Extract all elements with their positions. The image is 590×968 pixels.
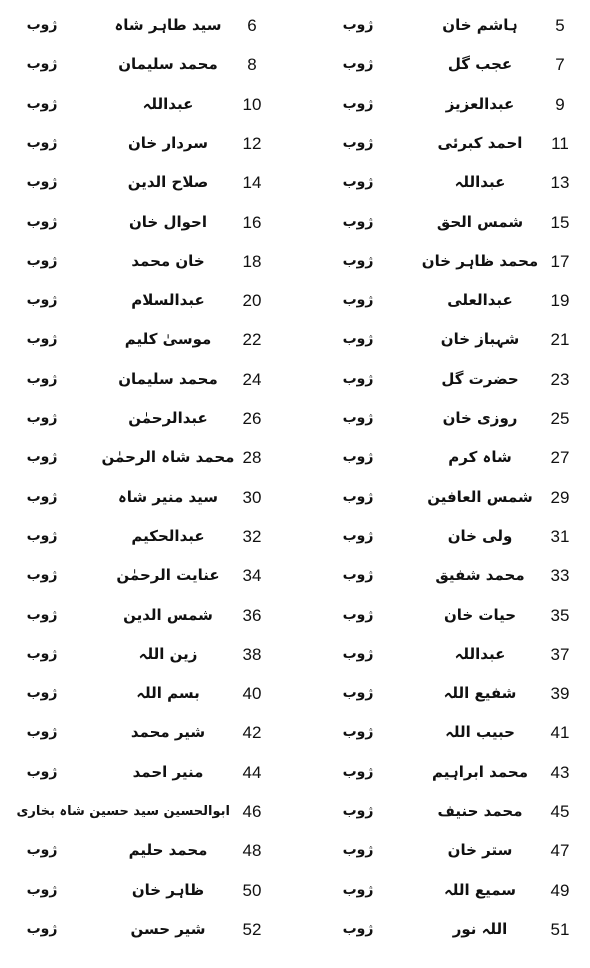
entry-location: ژوب xyxy=(342,803,374,819)
entry-name: ابوالحسین سید حسین شاہ بخاری xyxy=(16,804,230,819)
entry-number: 10 xyxy=(242,94,262,114)
entry-location: ژوب xyxy=(26,724,58,741)
entry-name: ظاہر خان xyxy=(131,880,205,899)
entry-name: احمد کبرئی xyxy=(437,133,523,152)
entry-number: 37 xyxy=(550,644,570,664)
entry-location: ژوب xyxy=(26,881,58,898)
entry-name: شیر حسن xyxy=(130,919,206,938)
entry-location: ژوب xyxy=(26,842,58,859)
entry-number: 42 xyxy=(242,723,262,743)
entry-location: ژوب xyxy=(26,56,58,73)
entry-location: ژوب xyxy=(26,331,58,348)
entry-location: ژوب xyxy=(342,881,374,898)
entry-number: 43 xyxy=(550,762,570,782)
entry-location: ژوب xyxy=(342,763,374,780)
entry-location: ژوب xyxy=(26,134,58,151)
entry-location: ژوب xyxy=(342,685,374,702)
entry-location: ژوب xyxy=(26,252,58,269)
entry-number: 38 xyxy=(242,644,262,664)
entry-name: شاہ کرم xyxy=(448,448,512,467)
entry-number: 14 xyxy=(242,173,262,193)
entry-name: عبدالرحمٰن xyxy=(128,409,208,427)
entry-location: ژوب xyxy=(342,842,374,859)
entry-location: ژوب xyxy=(342,252,374,269)
entry-location: ژوب xyxy=(342,292,374,309)
entry-location: ژوب xyxy=(342,606,374,623)
entry-number: 29 xyxy=(550,487,570,507)
entry-name: عجب گل xyxy=(447,55,513,74)
entry-number: 18 xyxy=(242,251,262,271)
entry-name: سید منیر شاہ xyxy=(117,487,219,506)
entry-location: ژوب xyxy=(26,17,58,33)
list-row xyxy=(0,281,590,320)
entry-name: محمد شفیق xyxy=(435,566,525,585)
entry-name: روزی خان xyxy=(442,409,518,427)
entry-location: ژوب xyxy=(26,920,58,937)
list-row xyxy=(0,753,590,792)
entry-name: عبدالعلی xyxy=(447,291,513,310)
entry-location: ژوب xyxy=(26,763,58,780)
entry-name: عبداللہ xyxy=(454,644,506,663)
entry-number: 34 xyxy=(242,566,262,586)
entry-number: 44 xyxy=(242,762,262,782)
list-row xyxy=(0,713,590,752)
entry-location: ژوب xyxy=(342,410,374,426)
entry-name: سید طاہر شاہ xyxy=(114,16,222,34)
entry-number: 5 xyxy=(555,16,565,35)
entry-name: شیر محمد xyxy=(130,723,206,742)
entry-number: 24 xyxy=(242,369,262,389)
entry-location: ژوب xyxy=(26,488,58,505)
entry-number: 26 xyxy=(242,409,262,428)
entry-location: ژوب xyxy=(342,17,374,33)
entry-name: صلاح الدین xyxy=(127,173,209,192)
entry-name: سمیع اللہ xyxy=(443,880,517,899)
entry-location: ژوب xyxy=(26,567,58,584)
list-row xyxy=(0,85,590,124)
entry-location: ژوب xyxy=(342,645,374,662)
entry-number: 23 xyxy=(550,369,570,389)
entry-location: ژوب xyxy=(342,527,374,544)
entry-number: 46 xyxy=(242,802,262,821)
entry-number: 12 xyxy=(242,133,262,153)
list-row xyxy=(0,6,590,45)
entry-location: ژوب xyxy=(26,606,58,623)
entry-location: ژوب xyxy=(26,95,58,112)
entry-name: حضرت گل xyxy=(441,369,519,388)
entry-name: ہاشم خان xyxy=(442,16,518,34)
list-row xyxy=(0,910,590,949)
entry-number: 15 xyxy=(550,212,570,232)
list-row xyxy=(0,163,590,202)
entry-number: 13 xyxy=(550,173,570,193)
entry-location: ژوب xyxy=(342,567,374,584)
entry-location: ژوب xyxy=(342,449,374,466)
entry-number: 49 xyxy=(550,880,570,900)
list-row xyxy=(0,674,590,713)
entry-location: ژوب xyxy=(26,410,58,426)
entry-number: 25 xyxy=(550,409,570,428)
entry-number: 16 xyxy=(242,212,262,232)
entry-name: ستر خان xyxy=(447,841,513,860)
entry-number: 40 xyxy=(242,684,262,704)
entry-number: 27 xyxy=(550,448,570,468)
entry-name: محمد ظاہر خان xyxy=(421,251,539,270)
entry-name: محمد سلیمان xyxy=(118,55,218,74)
list-row xyxy=(0,596,590,635)
entry-name: عنایت الرحمٰن xyxy=(116,566,220,585)
entry-location: ژوب xyxy=(342,488,374,505)
entry-location: ژوب xyxy=(342,56,374,73)
entry-number: 22 xyxy=(242,330,262,350)
entry-name: احوال خان xyxy=(129,212,207,231)
entry-name: محمد حنیف xyxy=(437,802,523,820)
entry-location: ژوب xyxy=(26,370,58,387)
entry-location: ژوب xyxy=(342,134,374,151)
entry-name: حیات خان xyxy=(443,605,517,624)
entry-number: 30 xyxy=(242,487,262,507)
entry-number: 50 xyxy=(242,880,262,900)
entry-number: 35 xyxy=(550,605,570,625)
entry-number: 52 xyxy=(242,919,262,939)
entry-location: ژوب xyxy=(26,449,58,466)
entry-name: عبدالسلام xyxy=(131,291,205,310)
entry-name: محمد ابراہیم xyxy=(432,762,528,781)
entry-name: شفیع اللہ xyxy=(443,684,517,703)
entry-name: زین اللہ xyxy=(138,644,198,663)
entry-number: 47 xyxy=(550,841,570,861)
entry-number: 31 xyxy=(550,526,570,546)
list-row xyxy=(0,242,590,281)
list-row xyxy=(0,45,590,84)
entry-name: محمد حلیم xyxy=(128,841,208,860)
list-row xyxy=(0,831,590,870)
entry-number: 28 xyxy=(242,448,262,468)
entry-name: عبدالعزیز xyxy=(445,94,515,113)
entry-location: ژوب xyxy=(342,331,374,348)
entry-name: موسیٰ کلیم xyxy=(124,330,212,349)
entry-name: حبیب اللہ xyxy=(445,723,515,742)
entry-name: اللہ نور xyxy=(452,919,508,938)
list-row xyxy=(0,438,590,477)
entry-number: 19 xyxy=(550,291,570,311)
entry-name: سردار خان xyxy=(127,133,209,152)
entry-name: شمس العافین xyxy=(427,487,533,506)
entry-location: ژوب xyxy=(342,174,374,191)
entry-name: شہباز خان xyxy=(440,330,520,349)
list-row xyxy=(0,360,590,399)
list-row xyxy=(0,635,590,674)
entry-name: خان محمد xyxy=(131,251,205,270)
entry-number: 48 xyxy=(242,841,262,861)
entry-number: 41 xyxy=(550,723,570,743)
entry-location: ژوب xyxy=(342,724,374,741)
entry-number: 7 xyxy=(555,55,565,75)
list-row xyxy=(0,871,590,910)
entry-location: ژوب xyxy=(342,213,374,230)
entry-number: 9 xyxy=(555,94,565,114)
entry-number: 6 xyxy=(247,16,257,35)
list-row xyxy=(0,203,590,242)
entry-number: 17 xyxy=(550,251,570,271)
list-row xyxy=(0,517,590,556)
entry-name: عبداللہ xyxy=(454,173,506,192)
entry-location: ژوب xyxy=(342,370,374,387)
list-row xyxy=(0,478,590,517)
entry-name: منیر احمد xyxy=(132,762,204,781)
entry-number: 11 xyxy=(551,133,569,153)
entry-name: عبداللہ xyxy=(142,94,194,113)
entry-location: ژوب xyxy=(26,527,58,544)
entry-name: ولی خان xyxy=(447,526,513,545)
entry-number: 39 xyxy=(550,684,570,704)
entry-location: ژوب xyxy=(26,213,58,230)
list-row xyxy=(0,556,590,595)
entry-number: 51 xyxy=(550,919,570,939)
entry-name: بسم اللہ xyxy=(136,684,200,703)
list-row xyxy=(0,399,590,438)
entry-location: ژوب xyxy=(26,645,58,662)
entry-name: شمس الحق xyxy=(436,212,524,231)
entry-name: شمس الدین xyxy=(123,605,213,624)
entry-name: محمد سلیمان xyxy=(118,369,218,388)
list-row xyxy=(0,124,590,163)
entry-number: 21 xyxy=(550,330,570,350)
entry-number: 8 xyxy=(247,55,257,75)
entry-number: 36 xyxy=(242,605,262,625)
list-row xyxy=(0,792,590,831)
entry-location: ژوب xyxy=(26,292,58,309)
entry-location: ژوب xyxy=(26,174,58,191)
entry-number: 45 xyxy=(550,802,570,821)
entry-name: محمد شاہ الرحمٰن xyxy=(101,448,235,467)
entry-location: ژوب xyxy=(342,920,374,937)
entry-number: 33 xyxy=(550,566,570,586)
entry-location: ژوب xyxy=(26,685,58,702)
entry-number: 32 xyxy=(242,526,262,546)
entry-number: 20 xyxy=(242,291,262,311)
entry-location: ژوب xyxy=(342,95,374,112)
list-row xyxy=(0,320,590,359)
entry-name: عبدالحکیم xyxy=(131,526,205,545)
